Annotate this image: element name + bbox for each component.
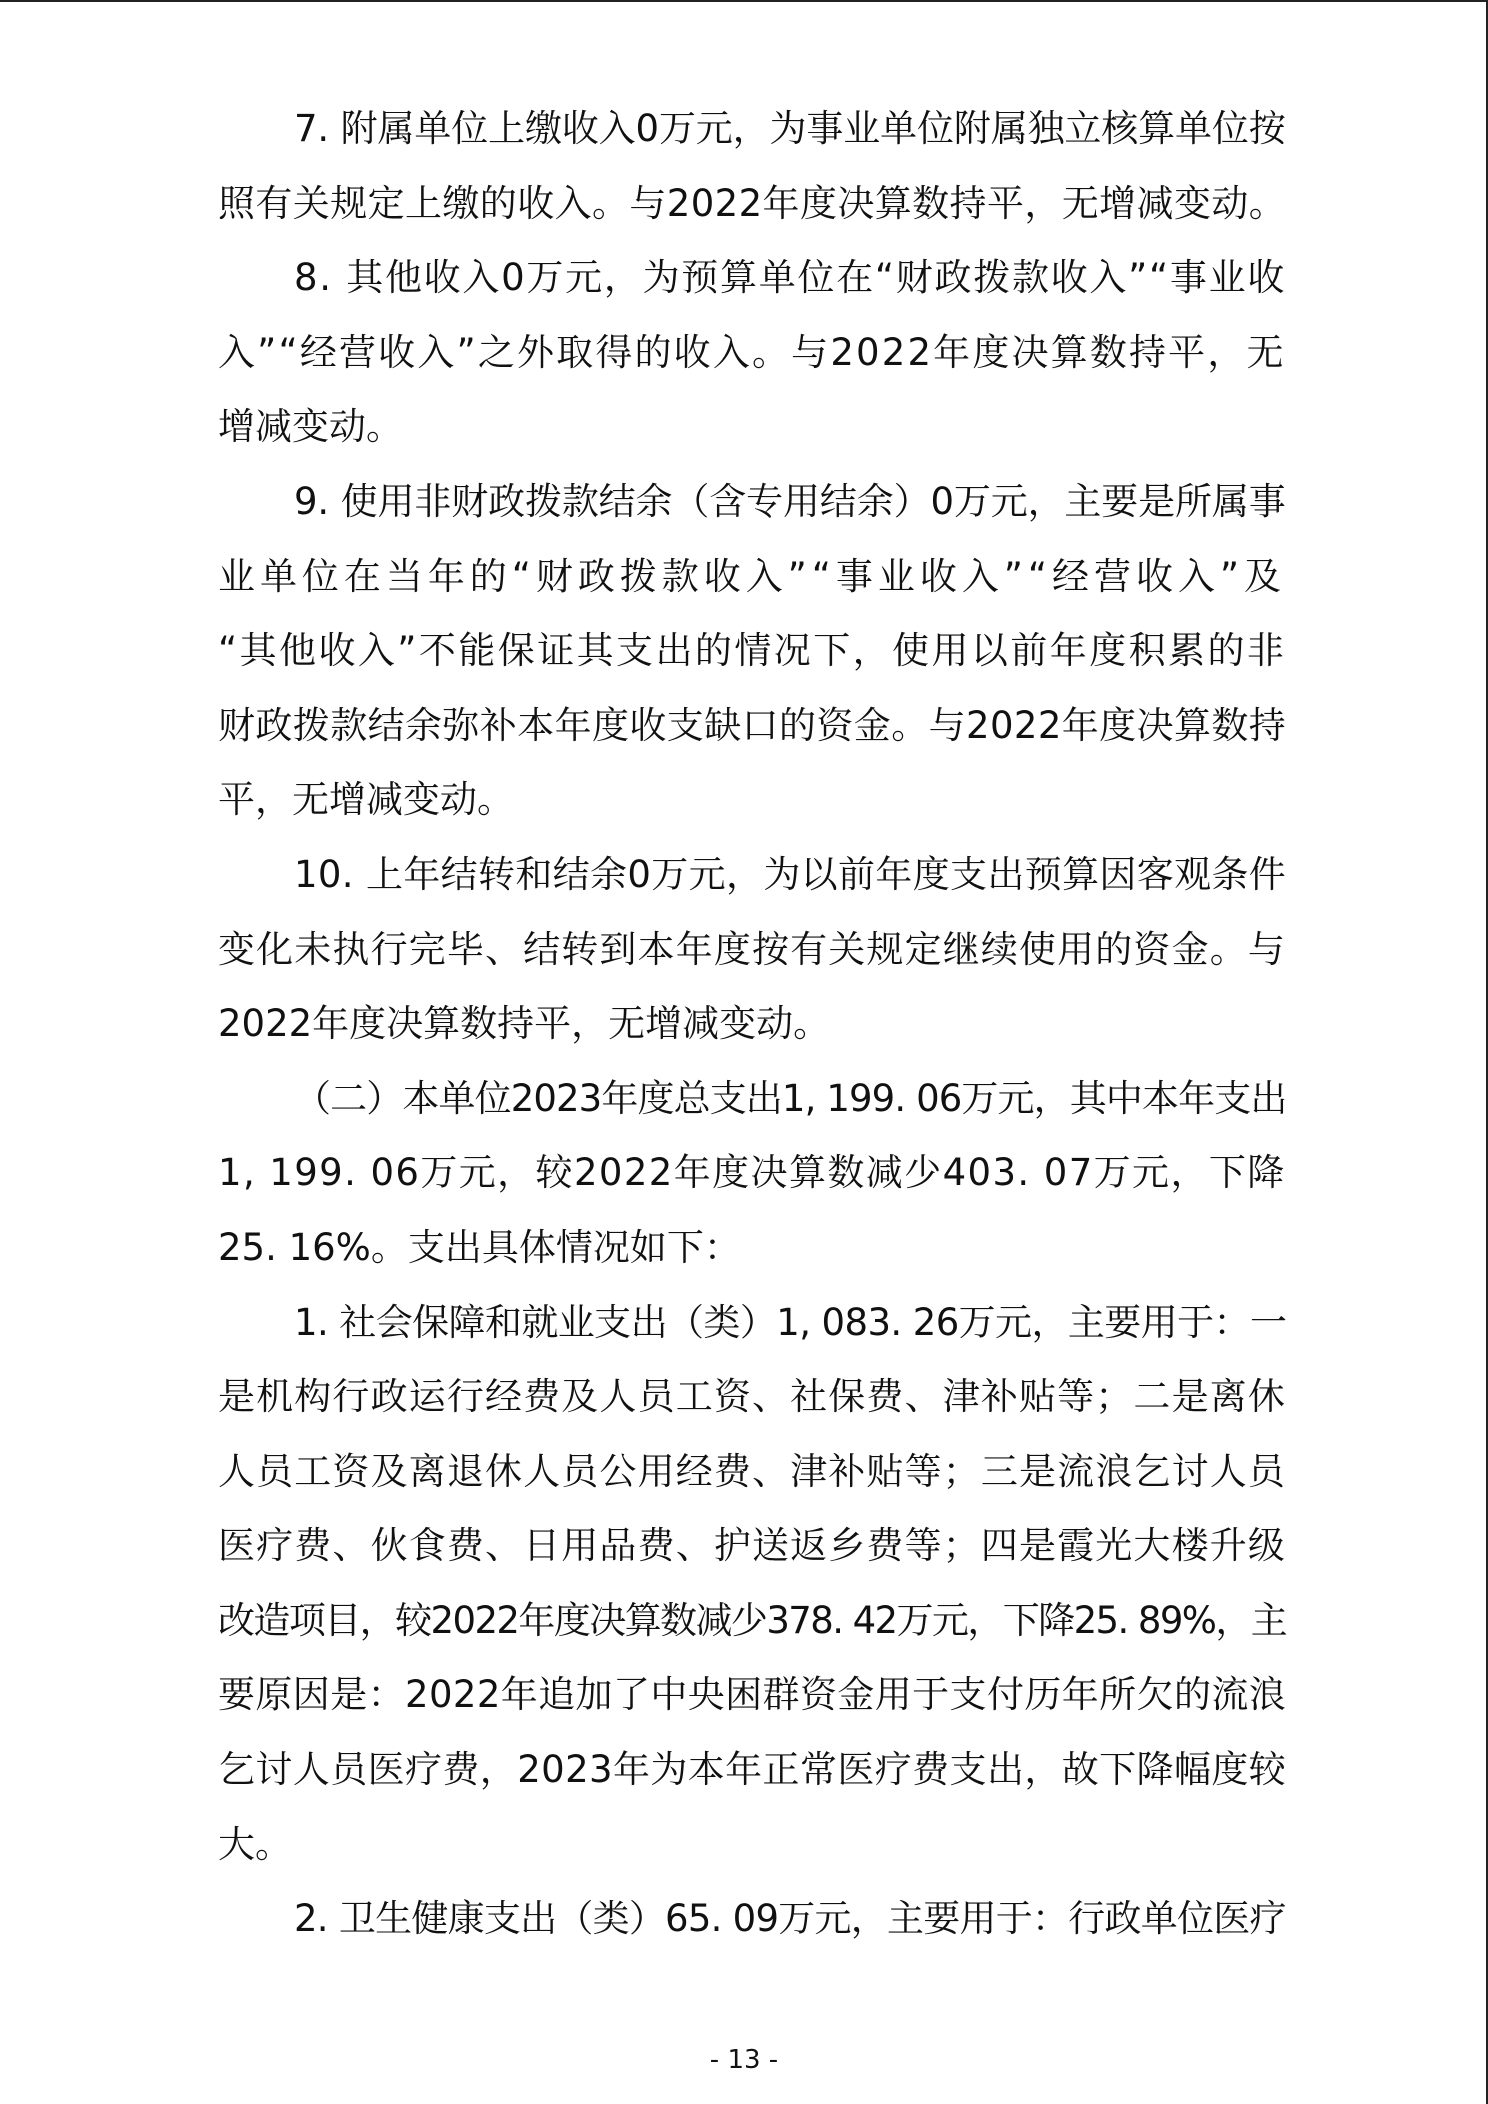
text-line: 是机构行政运行经费及人员工资、社保费、津补贴等；二是离休 xyxy=(218,1375,1286,1419)
text-line: 人员工资及离退休人员公用经费、津补贴等；三是流浪乞讨人员 xyxy=(218,1449,1286,1493)
text-line: 医疗费、伙食费、日用品费、护送返乡费等；四是霞光大楼升级 xyxy=(218,1524,1286,1568)
page-number: - 13 - xyxy=(709,2045,779,2075)
text-line: 变化未执行完毕、结转到本年度按有关规定继续使用的资金。与 xyxy=(218,927,1286,971)
text-line: （二）本单位2023年度总支出1, 199. 06万元，其中本年支出 xyxy=(294,1076,1287,1120)
text-line: “其他收入”不能保证其支出的情况下，使用以前年度积累的非 xyxy=(218,629,1287,673)
text-line: 7. 附属单位上缴收入0万元，为事业单位附属独立核算单位按 xyxy=(294,107,1286,150)
text-line: 2. 卫生健康支出（类）65. 09万元，主要用于：行政单位医疗 xyxy=(294,1897,1286,1941)
text-line: 8. 其他收入0万元，为预算单位在“财政拨款收入”“事业收 xyxy=(294,256,1287,300)
text-line: 大。 xyxy=(218,1822,292,1866)
text-line: 乞讨人员医疗费，2023年为本年正常医疗费支出，故下降幅度较 xyxy=(218,1748,1287,1792)
text-line: 财政拨款结余弥补本年度收支缺口的资金。与2022年度决算数持 xyxy=(218,703,1287,747)
text-line: 平，无增减变动。 xyxy=(218,778,514,822)
text-line: 改造项目，较2022年度决算数减少378. 42万元，下降25. 89%，主 xyxy=(218,1598,1287,1642)
text-line: 25. 16%。支出具体情况如下： xyxy=(218,1225,741,1269)
text-line: 10. 上年结转和结余0万元，为以前年度支出预算因客观条件 xyxy=(294,852,1287,896)
text-line: 要原因是：2022年追加了中央困群资金用于支付历年所欠的流浪 xyxy=(218,1673,1287,1717)
text-line: 增减变动。 xyxy=(218,405,403,449)
text-line: 9. 使用非财政拨款结余（含专用结余）0万元，主要是所属事 xyxy=(294,479,1286,523)
text-line: 2022年度决算数持平，无增减变动。 xyxy=(218,1002,831,1046)
text-line: 照有关规定上缴的收入。与2022年度决算数持平，无增减变动。 xyxy=(218,181,1287,225)
text-line: 1. 社会保障和就业支出（类）1, 083. 26万元，主要用于：一 xyxy=(294,1300,1287,1344)
text-line: 业单位在当年的“财政拨款收入”“事业收入”“经营收入”及 xyxy=(218,554,1287,598)
document-body xyxy=(218,92,1286,1957)
text-line: 入”“经营收入”之外取得的收入。与2022年度决算数持平，无 xyxy=(218,330,1286,374)
page-border-top xyxy=(0,0,1488,2)
text-line: 1, 199. 06万元，较2022年度决算数减少403. 07万元，下降 xyxy=(218,1151,1286,1195)
